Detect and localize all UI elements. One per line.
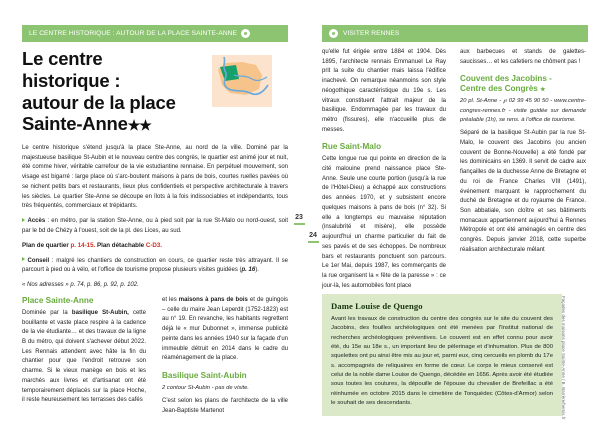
rating-stars: ★★ [127, 117, 151, 134]
section-heading-couvent-des-jacobins [460, 74, 586, 94]
section-body-place-sainte-anne-cont [162, 296, 288, 364]
infobox-title: Dame Louise de Quengo [331, 301, 423, 311]
section-body-rue-saint-malo: Cette longue rue qui pointe en direction de la cité malouine prend naissance place Ste-Anne. Seule une courte portion (jusqu'à la rue de l'Hôtel-Dieu) a échappé aux constructions des années 1970, et y subsistent encore quelques maisons à pans de bois (n° 32). Si elle a longtemps eu mauvaise réputation (insalubrité et misère), elle possède aujourd'hui un charme particulier du fait de ses pavés et de ses échoppes. De nombreux bars et restaurants ponctuent son parcours. Le 1er Mai, depuis 1987, les commerçants de la rue organisent la « fête de la paresse » : ce jour-là, les automobiles font place [322, 156, 446, 289]
text-run: et de guingois – celle du maire Jean Leperdit (1752-1823) est au n° 19. En revanche, les habitants regrettent déjà le « mur Dubonnet », immense publicité peinte dans les années 1940 sur la façade d'un immeuble détruit en 2014 dans le cadre du réaménagement de la place. [162, 297, 288, 362]
text-run: Dominée par la [22, 309, 72, 316]
locator-map-graphic [212, 55, 272, 107]
section-heading-rue-saint-malo: Rue Saint-Malo [322, 142, 382, 152]
plan-line [22, 241, 288, 251]
section-body-basilique: C'est selon les plans de l'architecte de la ville Jean-Baptiste Martenot [162, 398, 288, 414]
folio-rule [308, 241, 319, 243]
plan-label: Plan de quartier [22, 242, 69, 250]
running-head-left-title: LE CENTRE HISTORIQUE : AUTOUR DE LA PLACE SAINTE-ANNE [29, 30, 238, 37]
running-head-right [322, 25, 588, 42]
page-title-line-4: Sainte-Anne [22, 113, 128, 135]
conseil-line [22, 257, 288, 276]
column-couvent-des-jacobins [460, 48, 586, 260]
folio-right [306, 232, 320, 243]
acces-label: Accès [27, 218, 46, 225]
section-body-couvent: Séparé de la basilique St-Aubin par la rue St-Malo, le couvent des Jacobins (ou ancien couvent de Bonne-Nouvelle) a été fondé par les dominicains en 1369. Il servit de cadre aux fiançailles de la duchesse Anne de Bretagne et du roi de France Charles VIII (1491), événement marquant le rapprochement du duché de Bretagne et du royaume de France. Son abbatiale, son cloître et ses bâtiments monacaux appartiennent aujourd'hui à Rennes Métropole et ont été aménagés en centre des congrès. Depuis janvier 2018, cette superbe réalisation architecturale mêlant [460, 130, 586, 253]
intro-block [22, 144, 288, 296]
conseil-text: : malgré les chantiers de construction en cours, ce quartier reste très attrayant. Il se parcourt à pied ou à vélo, et l'office de tourisme propose plusieurs visites guidées ( [22, 257, 288, 274]
infobox-dame-louise-de-quengo [322, 294, 562, 416]
plan-ref: C-D3. [145, 242, 163, 250]
column-place-sainte-anne [22, 296, 146, 410]
section-body-rue-saint-malo-cont: aux barbecues et stands de galettes-saucisses… et les cafetiers ne chôment pas ! [460, 49, 586, 65]
folio-left [292, 214, 306, 225]
section-body-basilique-cont: qu'elle fut érigée entre 1884 et 1904. Dès 1895, l'architecte rennais Emmanuel Le Ray prit la suite du chantier mais laissa l'édifice inachevé. On remarque néanmoins son style néogothique caractéristique du 19e s. Les vitraux constituent l'attrait majeur de la basilique. Endommagée par les travaux du métro (fissures), elle n'accueille plus de messes. [322, 49, 446, 133]
acces-text: : en métro, par la station Ste-Anne, ou à pied soit par la rue St-Malo ou nord-ouest, soit par le bd de Chézy à l'ouest, soit de la pl. des Lices, au sud. [22, 218, 288, 234]
page-title-line-2: historique : [22, 69, 121, 91]
conseil-end: ). [255, 267, 259, 274]
heading-line-1: Couvent des Jacobins - [460, 74, 552, 84]
triangle-bullet-icon [22, 218, 25, 222]
single-star-icon: ★ [540, 87, 546, 94]
folio-left-number: 23 [295, 214, 303, 221]
basilique-address: 2 contour St-Aubin - pas de visite. [162, 384, 249, 391]
running-head-right-title: VISITER RENNES [343, 30, 400, 37]
section-heading-basilique-saint-aubin: Basilique Saint-Aubin [162, 371, 247, 381]
text-run: cette bouillante et vaste place respire à la cadence de la vie étudiante… et des travaux de la ligne B du métro, qui doivent s'achever début 2022. Les Rennais attendent avec hâte la fin du chantier pour que l'endroit retrouve son charme. Si le vieux manège en bois et les marchés aux livres et d'artisanat ont été temporairement déplacés sur la place Hoche, il reste heureusement les terrasses des cafés [22, 309, 146, 404]
text-run-bold: basilique St-Aubin, [71, 309, 129, 316]
photo-credit: Façades des maisons place Sainte-Anne / B. Barrère/hemis.fr [561, 296, 566, 420]
text-run-bold: maisons à pans de bois [178, 297, 248, 303]
folio-right-number: 24 [309, 232, 317, 239]
intro-paragraph: Le centre historique s'étend jusqu'à la place Ste-Anne, au nord de la ville. Dominé par la majestueuse basilique St-Aubin et le nouveau centre des congrès, le quartier est animé jour et nuit, été comme hiver, véritable carrefour de la vie estudiantine rennaise. En perpétuel mouvement, son visage est bigarré : large place où s'arc-boutent maisons à pans de bois, courtes ruelles pavées où se nichent petits bars et restaurants, lieux plus confidentiels et perspective architecturale à travers les siècles. Le quartier Ste-Anne se découpe en îlots à la fois indissociables et indépendants, tous très fréquentés, commerciaux et trépidants. [22, 145, 288, 210]
plan-label-2: Plan détachable [97, 242, 145, 250]
page-title-line-3: autour de la place [22, 91, 176, 113]
folio-rule [294, 223, 305, 225]
adresses-line: « Nos adresses » p. 74, p. 86, p. 92, p. 102. [22, 281, 139, 288]
page-title-line-1: Le centre [22, 48, 103, 69]
couvent-address: 20 pl. St-Anne - ℘ 02 99 45 90 50 - www.centre-congres-rennes.fr - visite guidée sur demande préalable (1h), se rens. à l'office de tourisme. [460, 98, 586, 123]
text-run: et les [162, 297, 179, 303]
triangle-bullet-icon [22, 257, 25, 261]
infobox-body: Avant les travaux de construction du centre des congrès sur le site du couvent des Jacobins, des fouilles archéologiques ont été menées par l'Institut national de recherches archéologiques préventives. Le couvent est en effet connu pour avoir été, du 15e au 18e s., un important lieu de pèlerinage et d'inhumation. Plus de 800 squelettes ont pu ainsi être mis au jour et, parmi eux, cinq cercueils en plomb du 17e s. accompagnés de reliquaires en forme de cœur. Le corps le mieux conservé est celui de la noble dame Louise de Quengo, décédée en 1656. Après avoir été étudiée sous toutes les coutures, la dépouille de l'épouse du chevalier de Brefeillac a été réinhumée en octobre 2015 dans le cimetière de Tonquédec (Côtes-d'Armor) selon le souhait de ses descendants. [331, 316, 553, 406]
acces-line [22, 217, 288, 236]
section-body-place-sainte-anne [22, 309, 146, 406]
conseil-label: Conseil [27, 257, 50, 264]
locator-map [212, 55, 272, 107]
running-head-left [22, 25, 288, 42]
heading-line-2: Centre des Congrès [460, 84, 538, 94]
conseil-ref: p. 16 [241, 267, 256, 274]
eye-icon [241, 29, 250, 38]
eye-icon [329, 29, 338, 38]
page-title [22, 48, 202, 135]
column-rue-saint-malo [322, 48, 446, 295]
column-basilique-saint-aubin [162, 296, 288, 421]
plan-pages: p. 14-15. [70, 242, 96, 250]
section-heading-place-sainte-anne: Place Sainte-Anne [22, 296, 94, 305]
